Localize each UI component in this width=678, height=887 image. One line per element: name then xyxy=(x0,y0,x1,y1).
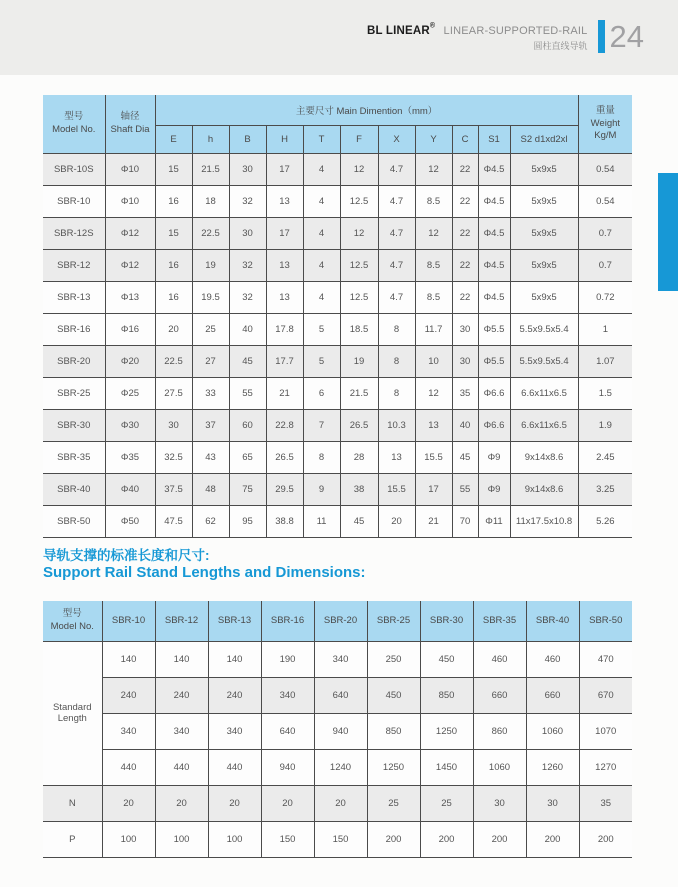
shaft-dia-cell: Φ35 xyxy=(105,441,155,473)
length-cell: 1260 xyxy=(526,749,579,785)
value-cell: 200 xyxy=(579,821,632,857)
dimension-cell: 5x9x5 xyxy=(510,153,578,185)
length-cell: 140 xyxy=(208,641,261,677)
dimension-cell: 8.5 xyxy=(415,185,452,217)
dimension-cell: 30 xyxy=(452,313,478,345)
dimension-cell: 6.6x11x6.5 xyxy=(510,409,578,441)
dimension-cell: 75 xyxy=(229,473,266,505)
dimension-cell: 25 xyxy=(192,313,229,345)
dimension-cell: 43 xyxy=(192,441,229,473)
brand-subtitle: LINEAR-SUPPORTED-RAIL xyxy=(443,25,588,38)
dimension-cell: 38.8 xyxy=(266,505,303,537)
value-cell: 100 xyxy=(208,821,261,857)
accent-bar xyxy=(598,20,605,53)
col-header-F: F xyxy=(340,125,378,153)
value-cell: 20 xyxy=(208,785,261,821)
dimension-cell: 47.5 xyxy=(155,505,192,537)
page-edge-tab xyxy=(658,173,678,291)
dimension-cell: 7 xyxy=(303,409,340,441)
dimension-cell: Φ4.5 xyxy=(478,217,510,249)
length-cell: 240 xyxy=(102,677,155,713)
support-title-cn: 导轨支撑的标准长度和尺寸: xyxy=(43,548,210,563)
dimension-cell: 4 xyxy=(303,249,340,281)
dimension-cell: 16 xyxy=(155,185,192,217)
dimension-cell: 22.8 xyxy=(266,409,303,441)
col-header-weight: 重量 Weight Kg/M xyxy=(578,95,632,153)
dimension-cell: 38 xyxy=(340,473,378,505)
weight-cell: 1.5 xyxy=(578,377,632,409)
dimension-cell: 15 xyxy=(155,153,192,185)
col-header-S1: S1 xyxy=(478,125,510,153)
length-cell: 240 xyxy=(208,677,261,713)
dimension-cell: 13 xyxy=(415,409,452,441)
dimension-cell: 17 xyxy=(415,473,452,505)
dimension-cell: 21.5 xyxy=(192,153,229,185)
weight-cell: 3.25 xyxy=(578,473,632,505)
row-label-cell: P xyxy=(43,821,102,857)
value-cell: 200 xyxy=(526,821,579,857)
col-header-C: C xyxy=(452,125,478,153)
weight-cell: 0.54 xyxy=(578,153,632,185)
shaft-dia-cell: Φ10 xyxy=(105,185,155,217)
length-cell: 1250 xyxy=(367,749,420,785)
dimension-cell: 12.5 xyxy=(340,281,378,313)
weight-cell: 1.9 xyxy=(578,409,632,441)
length-cell: 340 xyxy=(314,641,367,677)
col-header-main-dimension: 主要尺寸 Main Dimention（mm） xyxy=(155,95,578,125)
dim-table-row xyxy=(43,505,632,537)
col-header-E: E xyxy=(155,125,192,153)
length-cell: 450 xyxy=(420,641,473,677)
length-cell: 1250 xyxy=(420,713,473,749)
dimension-cell: Φ5.5 xyxy=(478,345,510,377)
dimension-cell: 4.7 xyxy=(378,281,415,313)
dimension-cell: 60 xyxy=(229,409,266,441)
dimension-cell: 10.3 xyxy=(378,409,415,441)
support-table-body xyxy=(43,641,632,857)
dimension-cell: 15 xyxy=(155,217,192,249)
dimension-cell: 22.5 xyxy=(192,217,229,249)
col-header-sbr50: SBR-50 xyxy=(579,601,632,641)
length-cell: 850 xyxy=(420,677,473,713)
dimension-cell: 9x14x8.6 xyxy=(510,473,578,505)
col-header-B: B xyxy=(229,125,266,153)
brand-subtitle-cn: 圆柱直线导轨 xyxy=(533,41,588,52)
dimension-cell: 12 xyxy=(415,377,452,409)
weight-cell: 1.07 xyxy=(578,345,632,377)
length-cell: 440 xyxy=(102,749,155,785)
dimension-cell: 55 xyxy=(452,473,478,505)
support-table-row xyxy=(43,749,632,785)
length-cell: 340 xyxy=(102,713,155,749)
registered-mark: ® xyxy=(429,23,436,31)
value-cell: 30 xyxy=(473,785,526,821)
dimension-cell: 21 xyxy=(266,377,303,409)
dimension-cell: 4 xyxy=(303,185,340,217)
length-cell: 450 xyxy=(367,677,420,713)
dimension-cell: 32.5 xyxy=(155,441,192,473)
dimension-cell: 18 xyxy=(192,185,229,217)
dimension-cell: 26.5 xyxy=(266,441,303,473)
dim-table-row xyxy=(43,313,632,345)
length-cell: 140 xyxy=(155,641,208,677)
support-table-row xyxy=(43,785,632,821)
col-header-S2: S2 d1xd2xl xyxy=(510,125,578,153)
shaft-dia-cell: Φ30 xyxy=(105,409,155,441)
dimension-cell: 8 xyxy=(303,441,340,473)
value-cell: 25 xyxy=(420,785,473,821)
length-cell: 190 xyxy=(261,641,314,677)
dimension-cell: 4.7 xyxy=(378,153,415,185)
dimension-cell: 48 xyxy=(192,473,229,505)
value-cell: 20 xyxy=(155,785,208,821)
dimension-cell: 33 xyxy=(192,377,229,409)
dimension-cell: 35 xyxy=(452,377,478,409)
dimension-cell: 65 xyxy=(229,441,266,473)
value-cell: 200 xyxy=(420,821,473,857)
length-cell: 470 xyxy=(579,641,632,677)
length-cell: 1270 xyxy=(579,749,632,785)
dimension-cell: 19 xyxy=(192,249,229,281)
main-dimension-table xyxy=(43,95,632,538)
dimension-cell: 95 xyxy=(229,505,266,537)
dimension-cell: 20 xyxy=(378,505,415,537)
dim-table-row xyxy=(43,473,632,505)
dimension-cell: 26.5 xyxy=(340,409,378,441)
dimension-cell: 15.5 xyxy=(378,473,415,505)
dimension-cell: 5x9x5 xyxy=(510,217,578,249)
dim-table-row xyxy=(43,249,632,281)
value-cell: 20 xyxy=(102,785,155,821)
shaft-dia-cell: Φ25 xyxy=(105,377,155,409)
model-cell: SBR-16 xyxy=(43,313,105,345)
value-cell: 200 xyxy=(367,821,420,857)
support-table-row xyxy=(43,641,632,677)
model-cell: SBR-35 xyxy=(43,441,105,473)
model-cell: SBR-50 xyxy=(43,505,105,537)
dimension-cell: 18.5 xyxy=(340,313,378,345)
dimension-cell: 5 xyxy=(303,313,340,345)
dim-table-row xyxy=(43,217,632,249)
dimension-cell: 17 xyxy=(266,217,303,249)
length-cell: 1060 xyxy=(526,713,579,749)
length-cell: 670 xyxy=(579,677,632,713)
dimension-cell: 22 xyxy=(452,185,478,217)
length-cell: 940 xyxy=(314,713,367,749)
weight-cell: 0.7 xyxy=(578,217,632,249)
dimension-cell: 5.5x9.5x5.4 xyxy=(510,313,578,345)
value-cell: 100 xyxy=(155,821,208,857)
dimension-cell: 15.5 xyxy=(415,441,452,473)
length-cell: 1240 xyxy=(314,749,367,785)
col-header-sbr30: SBR-30 xyxy=(420,601,473,641)
dimension-cell: 32 xyxy=(229,281,266,313)
model-cell: SBR-40 xyxy=(43,473,105,505)
shaft-dia-cell: Φ12 xyxy=(105,217,155,249)
shaft-dia-cell: Φ40 xyxy=(105,473,155,505)
dimension-cell: Φ9 xyxy=(478,441,510,473)
dimension-cell: 55 xyxy=(229,377,266,409)
dimension-cell: 29.5 xyxy=(266,473,303,505)
weight-cell: 5.26 xyxy=(578,505,632,537)
dimension-cell: 12 xyxy=(340,217,378,249)
model-cell: SBR-12 xyxy=(43,249,105,281)
dimension-cell: 45 xyxy=(229,345,266,377)
model-cell: SBR-25 xyxy=(43,377,105,409)
dim-table-row xyxy=(43,377,632,409)
dimension-cell: 4 xyxy=(303,153,340,185)
col-header-sbr40: SBR-40 xyxy=(526,601,579,641)
dimension-cell: 12 xyxy=(415,217,452,249)
weight-cell: 0.72 xyxy=(578,281,632,313)
length-cell: 1070 xyxy=(579,713,632,749)
col-header-model: 型号 Model No. xyxy=(43,95,105,153)
dimension-cell: 22 xyxy=(452,281,478,313)
dimension-cell: Φ4.5 xyxy=(478,249,510,281)
dimension-cell: 40 xyxy=(452,409,478,441)
shaft-dia-cell: Φ16 xyxy=(105,313,155,345)
dimension-cell: 6.6x11x6.5 xyxy=(510,377,578,409)
dimension-cell: 5 xyxy=(303,345,340,377)
dimension-cell: Φ4.5 xyxy=(478,185,510,217)
dimension-cell: 22.5 xyxy=(155,345,192,377)
value-cell: 20 xyxy=(261,785,314,821)
length-cell: 140 xyxy=(102,641,155,677)
brand-logo: BL LINEAR xyxy=(366,25,430,38)
weight-cell: 0.54 xyxy=(578,185,632,217)
support-section-title xyxy=(43,548,366,582)
dimension-cell: 8.5 xyxy=(415,281,452,313)
support-length-table xyxy=(43,601,632,858)
dimension-cell: 27 xyxy=(192,345,229,377)
support-table-row xyxy=(43,677,632,713)
model-cell: SBR-20 xyxy=(43,345,105,377)
length-cell: 940 xyxy=(261,749,314,785)
shaft-dia-cell: Φ13 xyxy=(105,281,155,313)
dim-header-row-1 xyxy=(43,95,632,125)
dimension-cell: 5x9x5 xyxy=(510,281,578,313)
dimension-cell: 12.5 xyxy=(340,249,378,281)
value-cell: 200 xyxy=(473,821,526,857)
dimension-cell: 8 xyxy=(378,345,415,377)
model-cell: SBR-10S xyxy=(43,153,105,185)
dimension-cell: 12 xyxy=(415,153,452,185)
dim-table-row xyxy=(43,185,632,217)
col-header-sbr16: SBR-16 xyxy=(261,601,314,641)
length-cell: 660 xyxy=(526,677,579,713)
col-header-H: H xyxy=(266,125,303,153)
col-header-sbr35: SBR-35 xyxy=(473,601,526,641)
dimension-cell: 6 xyxy=(303,377,340,409)
col-header-X: X xyxy=(378,125,415,153)
value-cell: 25 xyxy=(367,785,420,821)
length-cell: 1060 xyxy=(473,749,526,785)
length-cell: 440 xyxy=(155,749,208,785)
col-header-sbr13: SBR-13 xyxy=(208,601,261,641)
dimension-cell: 13 xyxy=(266,281,303,313)
model-cell: SBR-12S xyxy=(43,217,105,249)
support-table-row xyxy=(43,821,632,857)
length-cell: 340 xyxy=(208,713,261,749)
dimension-cell: 12.5 xyxy=(340,185,378,217)
value-cell: 20 xyxy=(314,785,367,821)
weight-cell: 1 xyxy=(578,313,632,345)
dimension-cell: 19.5 xyxy=(192,281,229,313)
dimension-cell: 40 xyxy=(229,313,266,345)
dimension-cell: 17.7 xyxy=(266,345,303,377)
col-header-sbr10: SBR-10 xyxy=(102,601,155,641)
dimension-cell: 19 xyxy=(340,345,378,377)
dimension-cell: 13 xyxy=(266,249,303,281)
dimension-cell: 30 xyxy=(452,345,478,377)
length-cell: 460 xyxy=(526,641,579,677)
weight-cell: 2.45 xyxy=(578,441,632,473)
shaft-dia-cell: Φ12 xyxy=(105,249,155,281)
support-header-row xyxy=(43,601,632,641)
dimension-cell: 17 xyxy=(266,153,303,185)
dimension-cell: 10 xyxy=(415,345,452,377)
row-label-cell: N xyxy=(43,785,102,821)
dim-table-row xyxy=(43,409,632,441)
dim-table-row xyxy=(43,281,632,313)
length-cell: 660 xyxy=(473,677,526,713)
model-cell: SBR-10 xyxy=(43,185,105,217)
dimension-cell: Φ11 xyxy=(478,505,510,537)
dimension-cell: 70 xyxy=(452,505,478,537)
dimension-cell: 16 xyxy=(155,249,192,281)
dimension-cell: 62 xyxy=(192,505,229,537)
length-cell: 440 xyxy=(208,749,261,785)
value-cell: 30 xyxy=(526,785,579,821)
dimension-cell: Φ6.6 xyxy=(478,409,510,441)
dimension-cell: 4 xyxy=(303,217,340,249)
model-cell: SBR-13 xyxy=(43,281,105,313)
dimension-cell: Φ4.5 xyxy=(478,281,510,313)
length-cell: 240 xyxy=(155,677,208,713)
dimension-cell: 37 xyxy=(192,409,229,441)
dimension-cell: 45 xyxy=(340,505,378,537)
dim-table-body xyxy=(43,153,632,537)
standard-length-label: Standard Length xyxy=(43,641,102,785)
dimension-cell: 30 xyxy=(155,409,192,441)
page-header xyxy=(367,20,644,53)
dimension-cell: 11.7 xyxy=(415,313,452,345)
dimension-cell: 22 xyxy=(452,153,478,185)
model-cell: SBR-30 xyxy=(43,409,105,441)
col-header-T: T xyxy=(303,125,340,153)
dimension-cell: 8 xyxy=(378,313,415,345)
dim-table-row xyxy=(43,153,632,185)
dimension-cell: 27.5 xyxy=(155,377,192,409)
dim-table-row xyxy=(43,345,632,377)
col-header-Y: Y xyxy=(415,125,452,153)
col-header-sbr20: SBR-20 xyxy=(314,601,367,641)
shaft-dia-cell: Φ50 xyxy=(105,505,155,537)
page-number: 24 xyxy=(609,19,644,54)
col-header-sbr12: SBR-12 xyxy=(155,601,208,641)
dimension-cell: Φ6.6 xyxy=(478,377,510,409)
length-cell: 340 xyxy=(155,713,208,749)
dimension-cell: 8 xyxy=(378,377,415,409)
dimension-cell: 16 xyxy=(155,281,192,313)
col-header-h: h xyxy=(192,125,229,153)
length-cell: 860 xyxy=(473,713,526,749)
dimension-cell: 5x9x5 xyxy=(510,249,578,281)
dimension-cell: 9 xyxy=(303,473,340,505)
dimension-cell: 30 xyxy=(229,217,266,249)
value-cell: 150 xyxy=(314,821,367,857)
dimension-cell: 4 xyxy=(303,281,340,313)
length-cell: 850 xyxy=(367,713,420,749)
dimension-cell: 21.5 xyxy=(340,377,378,409)
length-cell: 460 xyxy=(473,641,526,677)
dimension-cell: 8.5 xyxy=(415,249,452,281)
dimension-cell: 20 xyxy=(155,313,192,345)
shaft-dia-cell: Φ20 xyxy=(105,345,155,377)
dimension-cell: 17.8 xyxy=(266,313,303,345)
dimension-cell: 37.5 xyxy=(155,473,192,505)
col-header-sbr25: SBR-25 xyxy=(367,601,420,641)
dimension-cell: 45 xyxy=(452,441,478,473)
dimension-cell: 22 xyxy=(452,217,478,249)
dimension-cell: Φ5.5 xyxy=(478,313,510,345)
dimension-cell: 5.5x9.5x5.4 xyxy=(510,345,578,377)
dimension-cell: 13 xyxy=(266,185,303,217)
brand-block xyxy=(367,20,588,52)
dimension-cell: Φ4.5 xyxy=(478,153,510,185)
dimension-cell: 21 xyxy=(415,505,452,537)
dimension-cell: 11 xyxy=(303,505,340,537)
length-cell: 640 xyxy=(261,713,314,749)
dimension-cell: 32 xyxy=(229,249,266,281)
dimension-cell: 5x9x5 xyxy=(510,185,578,217)
dimension-cell: 32 xyxy=(229,185,266,217)
shaft-dia-cell: Φ10 xyxy=(105,153,155,185)
dimension-cell: 4.7 xyxy=(378,249,415,281)
dimension-cell: 28 xyxy=(340,441,378,473)
col-header-shaft-dia: 轴径 Shaft Dia xyxy=(105,95,155,153)
support-title-en: Support Rail Stand Lengths and Dimensions: xyxy=(43,564,366,582)
dimension-cell: 9x14x8.6 xyxy=(510,441,578,473)
support-table-row xyxy=(43,713,632,749)
dimension-cell: Φ9 xyxy=(478,473,510,505)
length-cell: 340 xyxy=(261,677,314,713)
weight-cell: 0.7 xyxy=(578,249,632,281)
col-header-model: 型号 Model No. xyxy=(43,601,102,641)
dimension-cell: 4.7 xyxy=(378,185,415,217)
length-cell: 250 xyxy=(367,641,420,677)
dim-table-row xyxy=(43,441,632,473)
dimension-cell: 22 xyxy=(452,249,478,281)
dimension-cell: 11x17.5x10.8 xyxy=(510,505,578,537)
dimension-cell: 13 xyxy=(378,441,415,473)
dimension-cell: 30 xyxy=(229,153,266,185)
length-cell: 1450 xyxy=(420,749,473,785)
dimension-cell: 12 xyxy=(340,153,378,185)
value-cell: 35 xyxy=(579,785,632,821)
length-cell: 640 xyxy=(314,677,367,713)
dimension-cell: 4.7 xyxy=(378,217,415,249)
value-cell: 100 xyxy=(102,821,155,857)
value-cell: 150 xyxy=(261,821,314,857)
